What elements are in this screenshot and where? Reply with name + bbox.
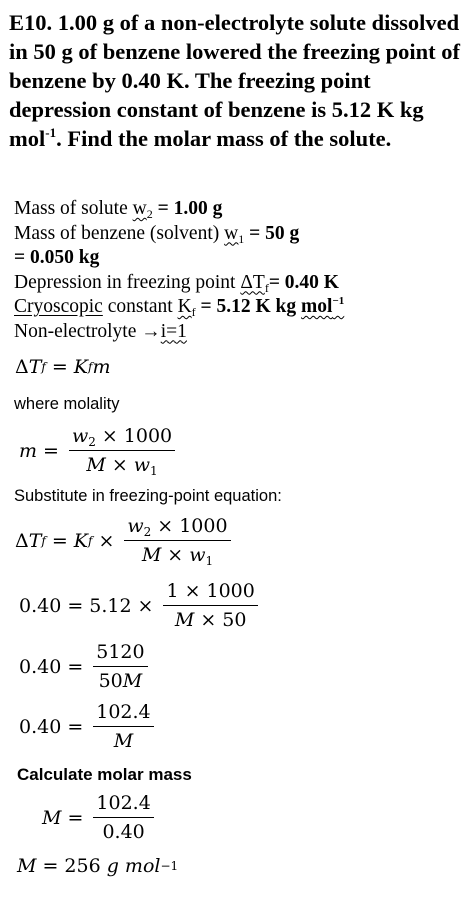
depression-line: Depression in freezing point $\Delta T_f= 0.40$ K bbox=[14, 271, 339, 295]
substitute-label: Substitute in freezing-point equation: bbox=[14, 487, 282, 505]
molality-fraction: $\frac{w_2 \times 1000}{M \times w_1}$ bbox=[69, 425, 175, 476]
equation-molality: m = $\frac{w_2 \times 1000}{M \times w_1}$ bbox=[19, 425, 179, 476]
cryoscopic-line: Cryoscopic constant $K_f = 5.12$ K kg mol$^{-1}$ bbox=[14, 295, 345, 319]
equation-molar-mass: M = $\frac{102.4}{0.40}$ bbox=[42, 792, 158, 843]
final-answer: M = 256 g mol −1 bbox=[17, 855, 179, 877]
question-text: E10. 1.00 g of a non-electrolyte solute dissolved in 50 g of benzene lowered the freezing point of benzene by 0.40 K. The freezing point depression constant of benzene is 5.12 K kg mol$^{-1}$. Find the molar mass of the solute. bbox=[9, 10, 460, 151]
substituted-fraction: $\frac{w_2 \times 1000}{M \times w_1}$ bbox=[124, 515, 230, 566]
calculate-label: Calculate molar mass bbox=[17, 765, 192, 784]
where-molality-label: where molality bbox=[14, 395, 120, 413]
equation-depression: Δ T f = K f m bbox=[15, 356, 111, 378]
molar-mass-fraction: $\frac{102.4}{0.40}$ bbox=[93, 792, 153, 843]
mass-solute-line: Mass of solute $w_2 = 1.00$ g bbox=[14, 198, 223, 221]
given-data bbox=[14, 197, 464, 344]
nonelectrolyte-line: Non-electrolyte →i=1 bbox=[14, 320, 187, 342]
equation-numeric: 0.40 = 5.12 × $\frac{1 \times 1000}{M \times 50}$ bbox=[19, 580, 262, 631]
equation-substituted: Δ T f = K f × $\frac{w_2 \times 1000}{M \times w_1}$ bbox=[15, 515, 235, 566]
mass-benzene-kg-line: = 0.050 kg bbox=[14, 247, 100, 268]
equation-reduced: 0.40 = $\frac{102.4}{M}$ bbox=[19, 701, 158, 752]
equation-simplified: 0.40 = $\frac{5120}{50M}$ bbox=[19, 641, 152, 692]
question-exponent: -1 bbox=[45, 125, 57, 140]
reduced-fraction: $\frac{102.4}{M}$ bbox=[93, 701, 153, 752]
simplified-fraction: $\frac{5120}{50M}$ bbox=[93, 641, 147, 692]
numeric-fraction: $\frac{1 \times 1000}{M \times 50}$ bbox=[163, 580, 257, 631]
mass-benzene-line: Mass of benzene (solvent) $w_1 = 50$ g bbox=[14, 222, 300, 246]
